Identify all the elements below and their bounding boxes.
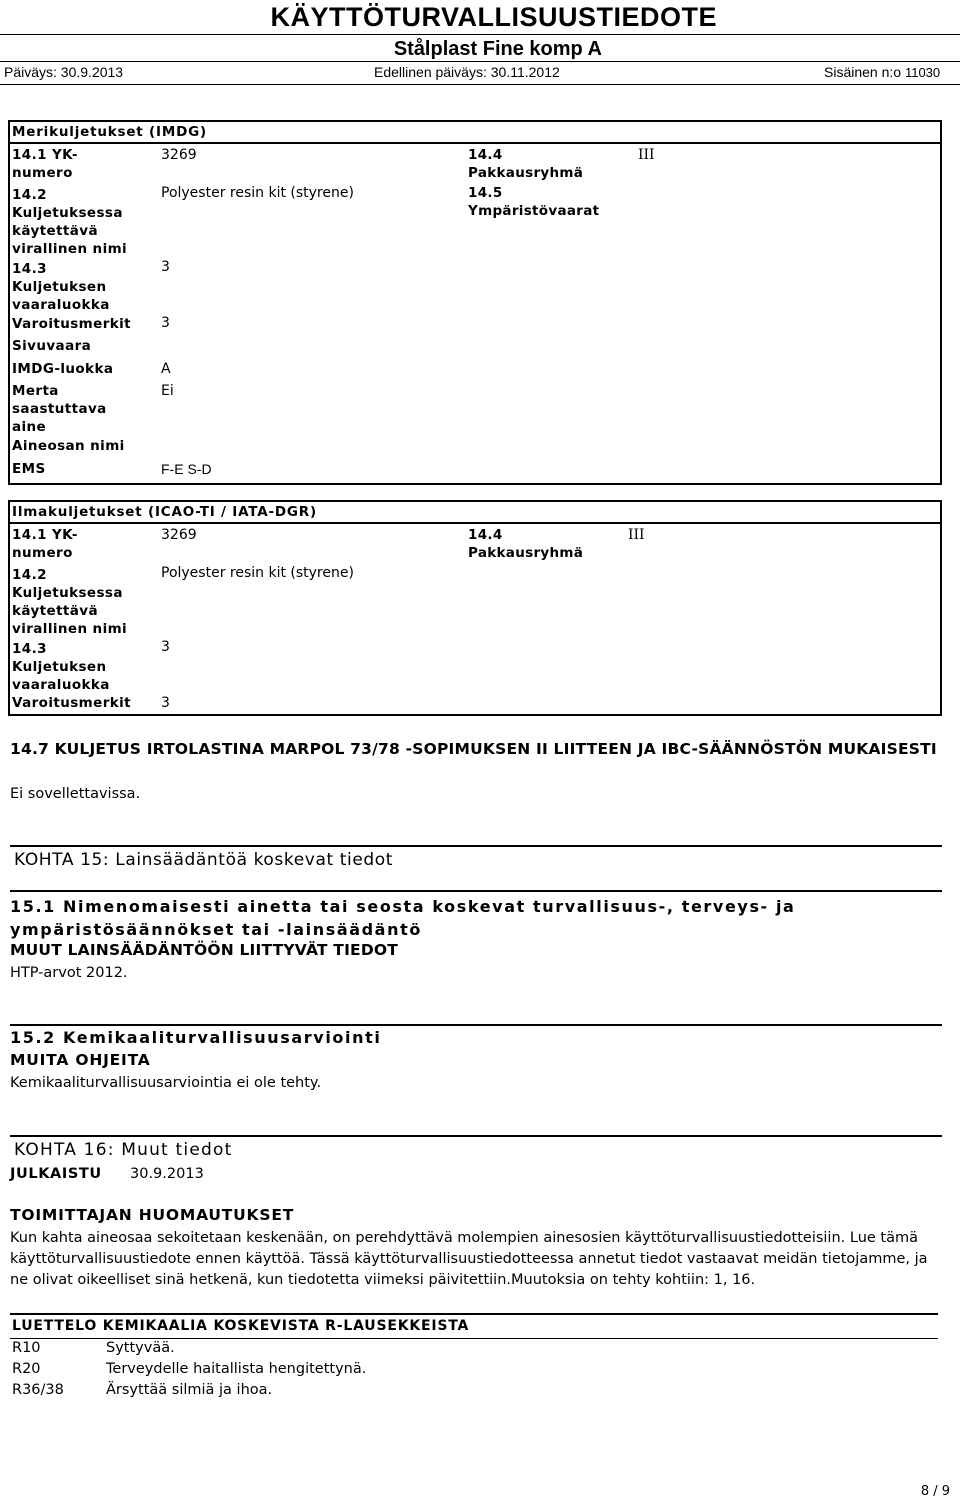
header-divider-top [0,34,960,35]
supplier-notes-text: Kun kahta aineosaa sekoitetaan keskenään, on perehdyttävä molempien ainesosien käyttöturvallisuustiedotteisiin. Lue tämä käyttöturvallisuustiedote ennen käyttöä. Tässä käyttöturvallisuustiedotteessa annetut tiedot vastaavat meidän tietojamme, ja ne olivat oikeelliset sinä hetkenä, kun tiedotetta viimeksi päivitettiin.Muutoksia on tehty kohtiin: 1, 16. [10,1230,928,1288]
imdg-title: Merikuljetukset (IMDG) [12,124,207,140]
issue-date: Päiväys: 30.9.2013 [4,64,124,80]
icao-packing-group-label: 14.4 Pakkausryhmä [468,527,584,561]
r-phrases-table [10,1313,938,1403]
section-15-2-title: 15.2 Kemikaaliturvallisuusarviointi [10,1028,382,1047]
header-divider-bottom [0,61,960,62]
imdg-subsidiary-risk-label: Sivuvaara [12,338,92,354]
icao-un-number-value: 3269 [161,527,197,543]
imdg-environmental-hazards-label: 14.5 Ympäristövaarat [468,185,600,219]
section-16-header [10,1135,942,1160]
imdg-labels-label: Varoitusmerkit [12,316,132,332]
r-phrase-code: R10 [12,1340,41,1356]
r-phrase-code: R36/38 [12,1382,64,1398]
r-phrase-code: R20 [12,1361,41,1377]
section-15-header [10,845,942,870]
imdg-shipping-name-value: Polyester resin kit (styrene) [161,185,354,201]
r-phrases-rule [10,1338,938,1339]
imdg-component-name-label: Aineosan nimi [12,438,125,454]
bulk-transport-heading: 14.7 KULJETUS IRTOLASTINA MARPOL 73/78 -SOPIMUKSEN II LIITTEEN JA IBC-SÄÄNNÖSTÖN MUKAISESTI [10,740,937,758]
header-divider-meta [0,84,960,85]
r-phrase-text: Terveydelle haitallista hengitettynä. [106,1361,367,1377]
icao-labels-value: 3 [161,695,170,711]
other-instructions-heading: MUITA OHJEITA [10,1051,151,1069]
imdg-packing-group-label: 14.4 Pakkausryhmä [468,147,584,181]
r-phrase-text: Syttyvää. [106,1340,175,1356]
document-title: KÄYTTÖTURVALLISUUSTIEDOTE [270,2,717,32]
product-name: Stålplast Fine komp A [393,38,602,60]
published-date: 30.9.2013 [130,1166,204,1182]
other-legislation-heading: MUUT LAINSÄÄDÄNTÖÖN LIITTYVÄT TIEDOT [10,941,399,959]
imdg-section [8,120,942,485]
icao-section [8,500,942,716]
section-15-1-header [10,890,942,939]
icao-shipping-name-label: 14.2 Kuljetuksessa käytettävä virallinen nimi [12,567,128,637]
icao-packing-group-value: III [628,527,645,543]
icao-title-rule [10,522,940,524]
section-15-title: KOHTA 15: Lainsäädäntöä koskevat tiedot [14,850,394,870]
icao-labels-label: Varoitusmerkit [12,695,132,711]
bulk-transport-text: Ei sovellettavissa. [10,786,141,802]
imdg-class-label: IMDG-luokka [12,361,114,377]
icao-title: Ilmakuljetukset (ICAO-TI / IATA-DGR) [12,504,317,520]
imdg-un-number-value: 3269 [161,147,197,163]
icao-hazard-class-label: 14.3 Kuljetuksen vaaraluokka [12,641,110,693]
icao-hazard-class-value: 3 [161,639,170,655]
imdg-ems-label: EMS [12,461,46,477]
imdg-class-value: A [161,361,171,377]
imdg-marine-pollutant-label: Merta saastuttava aine [12,383,107,435]
published-label: JULKAISTU [10,1166,102,1182]
supplier-notes-heading: TOIMITTAJAN HUOMAUTUKSET [10,1206,295,1224]
section-15-2-header [10,1024,942,1047]
internal-number: Sisäinen n:o 11030 [824,64,941,80]
section-15-1-title: 15.1 Nimenomaisesti ainetta tai seosta koskevat turvallisuus-, terveys- ja ympäristösäännökset tai -lainsäädäntö [10,897,796,939]
imdg-ems-value: F-E S-D [161,461,212,477]
imdg-marine-pollutant-value: Ei [161,383,174,399]
section-16-title: KOHTA 16: Muut tiedot [14,1140,233,1160]
imdg-packing-group-value: III [638,147,655,163]
imdg-hazard-class-value: 3 [161,259,170,275]
r-phrases-title: LUETTELO KEMIKAALIA KOSKEVISTA R-LAUSEKKEISTA [12,1318,470,1334]
imdg-shipping-name-label: 14.2 Kuljetuksessa käytettävä virallinen nimi [12,187,128,257]
r-phrase-text: Ärsyttää silmiä ja ihoa. [106,1382,273,1398]
imdg-un-number-label: 14.1 YK-numero [12,147,78,181]
previous-date: Edellinen päiväys: 30.11.2012 [374,64,560,80]
icao-shipping-name-value: Polyester resin kit (styrene) [161,565,354,581]
other-legislation-text: HTP-arvot 2012. [10,965,128,981]
imdg-labels-value: 3 [161,315,170,331]
imdg-hazard-class-label: 14.3 Kuljetuksen vaaraluokka [12,261,110,313]
imdg-title-rule [10,142,940,144]
page-number: 8 / 9 [920,1484,950,1499]
other-instructions-text: Kemikaaliturvallisuusarviointia ei ole tehty. [10,1075,322,1091]
icao-un-number-label: 14.1 YK-numero [12,527,78,561]
